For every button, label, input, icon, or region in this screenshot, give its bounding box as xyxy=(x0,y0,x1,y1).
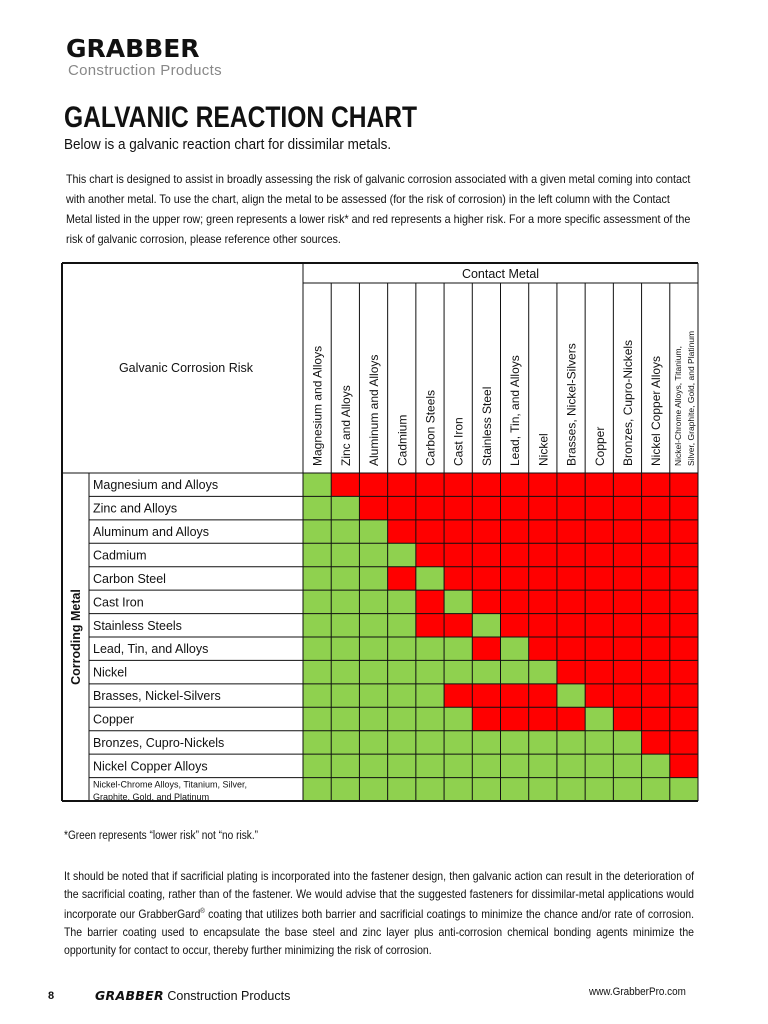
column-header-line: Stainless Steel xyxy=(479,386,494,466)
risk-cell-r6-c4 xyxy=(388,590,416,613)
risk-cell-r5-c2 xyxy=(331,567,359,590)
brand-division: Construction Products xyxy=(68,62,222,79)
risk-cell-r1-c2 xyxy=(331,473,359,496)
risk-cell-r6-c8 xyxy=(501,590,529,613)
risk-cell-r9-c13 xyxy=(642,660,670,683)
risk-cell-r1-c1 xyxy=(303,473,331,496)
risk-cell-r4-c11 xyxy=(585,543,613,566)
row-label-line: Carbon Steel xyxy=(93,571,166,586)
risk-cell-r7-c1 xyxy=(303,614,331,637)
column-header-7 xyxy=(480,387,494,466)
risk-cell-r14-c12 xyxy=(613,778,641,801)
risk-cell-r10-c3 xyxy=(359,684,387,707)
risk-cell-r2-c2 xyxy=(331,496,359,519)
column-header-line: Nickel xyxy=(536,433,551,466)
row-label-3 xyxy=(93,525,209,539)
risk-cell-r12-c5 xyxy=(416,731,444,754)
registered-mark: ® xyxy=(200,908,205,915)
page-number: 8 xyxy=(48,990,55,1002)
row-label-line: Aluminum and Alloys xyxy=(93,525,210,540)
risk-cell-r8-c6 xyxy=(444,637,472,660)
risk-cell-r3-c2 xyxy=(331,520,359,543)
risk-cell-r1-c14 xyxy=(670,473,698,496)
risk-cell-r5-c9 xyxy=(529,567,557,590)
risk-cell-r11-c10 xyxy=(557,707,585,730)
risk-cell-r2-c9 xyxy=(529,496,557,519)
risk-cell-r1-c3 xyxy=(359,473,387,496)
risk-cell-r4-c8 xyxy=(501,543,529,566)
row-label-line: Brasses, Nickel-Silvers xyxy=(93,689,221,704)
risk-cell-r5-c6 xyxy=(444,567,472,590)
risk-cell-r8-c13 xyxy=(642,637,670,660)
risk-cell-r12-c9 xyxy=(529,731,557,754)
risk-cell-r3-c6 xyxy=(444,520,472,543)
risk-cell-r12-c10 xyxy=(557,731,585,754)
row-label-line: Zinc and Alloys xyxy=(93,501,178,516)
risk-cell-r12-c3 xyxy=(359,731,387,754)
column-header-9 xyxy=(536,433,550,466)
row-label-line: Cast Iron xyxy=(93,595,144,610)
risk-cell-r4-c7 xyxy=(472,543,500,566)
risk-cell-r5-c8 xyxy=(501,567,529,590)
row-label-9 xyxy=(93,666,127,680)
risk-cell-r8-c10 xyxy=(557,637,585,660)
risk-cell-r12-c8 xyxy=(501,731,529,754)
risk-cell-r4-c14 xyxy=(670,543,698,566)
column-header-line: Brasses, Nickel-Silvers xyxy=(564,343,579,466)
column-header-4 xyxy=(395,415,409,466)
risk-cell-r1-c9 xyxy=(529,473,557,496)
risk-cell-r7-c2 xyxy=(331,614,359,637)
row-label-11 xyxy=(93,713,134,727)
risk-cell-r14-c1 xyxy=(303,778,331,801)
risk-cell-r9-c1 xyxy=(303,660,331,683)
risk-cell-r4-c3 xyxy=(359,543,387,566)
risk-cell-r8-c2 xyxy=(331,637,359,660)
risk-cell-r10-c9 xyxy=(529,684,557,707)
risk-cell-r7-c3 xyxy=(359,614,387,637)
column-header-line: Nickel Copper Alloys xyxy=(649,355,664,466)
column-header-11 xyxy=(593,427,607,466)
risk-cell-r9-c10 xyxy=(557,660,585,683)
risk-cell-r13-c10 xyxy=(557,754,585,777)
risk-cell-r14-c14 xyxy=(670,778,698,801)
risk-cell-r3-c11 xyxy=(585,520,613,543)
column-header-10 xyxy=(565,343,579,466)
risk-cell-r9-c11 xyxy=(585,660,613,683)
risk-cell-r14-c6 xyxy=(444,778,472,801)
row-label-line: Magnesium and Alloys xyxy=(93,478,219,493)
risk-cell-r2-c8 xyxy=(501,496,529,519)
risk-cell-r9-c2 xyxy=(331,660,359,683)
row-label-4 xyxy=(93,549,147,563)
risk-cell-r10-c4 xyxy=(388,684,416,707)
risk-cell-r12-c14 xyxy=(670,731,698,754)
intro-text: This chart is designed to assist in broadly assessing the risk of galvanic corrosion associated with a given metal coming into contact with another metal. To use the chart, align the metal to be assessed (for the risk of corrosion) in the left column with the Contact Metal listed in the upper row; green represents a lower risk* and red represents a higher risk. For a more specific assessment of the risk of galvanic corrosion, please reference other sources. xyxy=(66,172,691,246)
risk-cell-r6-c9 xyxy=(529,590,557,613)
row-label-line: Nickel Copper Alloys xyxy=(93,759,208,774)
row-label-line: Nickel xyxy=(93,665,128,680)
risk-cell-r5-c13 xyxy=(642,567,670,590)
risk-cell-r14-c13 xyxy=(642,778,670,801)
row-label-7 xyxy=(93,619,182,633)
risk-cell-r8-c14 xyxy=(670,637,698,660)
risk-cell-r3-c1 xyxy=(303,520,331,543)
column-header-line: Magnesium and Alloys xyxy=(310,345,325,466)
risk-cell-r1-c4 xyxy=(388,473,416,496)
page-title: GALVANIC REACTION CHART xyxy=(64,101,418,134)
risk-cell-r1-c11 xyxy=(585,473,613,496)
risk-cell-r13-c9 xyxy=(529,754,557,777)
risk-cell-r12-c11 xyxy=(585,731,613,754)
risk-cell-r5-c14 xyxy=(670,567,698,590)
row-label-line: Stainless Steels xyxy=(93,618,182,633)
risk-cell-r6-c5 xyxy=(416,590,444,613)
risk-cell-r13-c12 xyxy=(613,754,641,777)
risk-cell-r6-c2 xyxy=(331,590,359,613)
risk-cell-r14-c8 xyxy=(501,778,529,801)
risk-cell-r6-c12 xyxy=(613,590,641,613)
risk-cell-r6-c13 xyxy=(642,590,670,613)
column-header-8 xyxy=(508,355,522,466)
risk-cell-r1-c7 xyxy=(472,473,500,496)
risk-cell-r12-c6 xyxy=(444,731,472,754)
risk-cell-r1-c10 xyxy=(557,473,585,496)
row-label-line: Copper xyxy=(93,712,134,727)
column-header-line: Cast Iron xyxy=(451,417,466,466)
column-header-line: Nickel-Chrome Alloys, Titanium, xyxy=(672,346,683,466)
risk-cell-r10-c5 xyxy=(416,684,444,707)
risk-cell-r2-c4 xyxy=(388,496,416,519)
row-label-line: Graphite, Gold, and Platinum xyxy=(93,792,210,803)
risk-cell-r5-c10 xyxy=(557,567,585,590)
risk-cell-r12-c1 xyxy=(303,731,331,754)
paragraph-text-after: coating that utilizes both barrier and sacrificial coatings to minimize the chance and/or rate of corrosion. The barrier coating used to encapsulate the base steel and zinc layer plus anti-corrosion chemical bonding agents minimize the opportunity for contact to occur, thereby further minimizing the risk of corrosion. xyxy=(64,907,694,957)
risk-cell-r4-c6 xyxy=(444,543,472,566)
risk-cell-r13-c5 xyxy=(416,754,444,777)
risk-cell-r9-c12 xyxy=(613,660,641,683)
risk-cell-r7-c12 xyxy=(613,614,641,637)
risk-cell-r12-c4 xyxy=(388,731,416,754)
risk-cell-r13-c6 xyxy=(444,754,472,777)
row-label-line: Cadmium xyxy=(93,548,147,563)
risk-cell-r2-c10 xyxy=(557,496,585,519)
risk-cell-r8-c4 xyxy=(388,637,416,660)
risk-cell-r11-c8 xyxy=(501,707,529,730)
risk-cell-r14-c7 xyxy=(472,778,500,801)
risk-cell-r6-c14 xyxy=(670,590,698,613)
risk-cell-r1-c8 xyxy=(501,473,529,496)
risk-cell-r9-c8 xyxy=(501,660,529,683)
risk-cell-r9-c4 xyxy=(388,660,416,683)
column-header-12 xyxy=(621,340,635,466)
risk-cell-r13-c13 xyxy=(642,754,670,777)
risk-cell-r14-c5 xyxy=(416,778,444,801)
column-header-line: Aluminum and Alloys xyxy=(367,354,382,466)
risk-cell-r10-c6 xyxy=(444,684,472,707)
risk-cell-r4-c5 xyxy=(416,543,444,566)
brand-name: GRABBER xyxy=(66,34,200,63)
risk-cell-r7-c13 xyxy=(642,614,670,637)
risk-cell-r8-c3 xyxy=(359,637,387,660)
risk-cell-r9-c6 xyxy=(444,660,472,683)
risk-cell-r13-c14 xyxy=(670,754,698,777)
risk-cell-r3-c8 xyxy=(501,520,529,543)
risk-cell-r10-c10 xyxy=(557,684,585,707)
risk-cell-r9-c3 xyxy=(359,660,387,683)
footer-brand xyxy=(95,988,290,1003)
corner-label: Galvanic Corrosion Risk xyxy=(118,361,254,375)
risk-cell-r6-c11 xyxy=(585,590,613,613)
risk-cell-r5-c12 xyxy=(613,567,641,590)
column-header-line: Zinc and Alloys xyxy=(338,385,353,466)
risk-cell-r8-c9 xyxy=(529,637,557,660)
risk-cell-r6-c10 xyxy=(557,590,585,613)
risk-cell-r9-c7 xyxy=(472,660,500,683)
risk-cell-r12-c2 xyxy=(331,731,359,754)
risk-cell-r10-c11 xyxy=(585,684,613,707)
column-header-line: Silver, Graphite, Gold, and Platinum xyxy=(685,330,696,466)
risk-cell-r2-c14 xyxy=(670,496,698,519)
risk-cell-r9-c5 xyxy=(416,660,444,683)
paragraph-text-before: It should be noted that if sacrificial plating is incorporated into the fastener design, then galvanic action can result in the deterioration of the sacrificial coating, rather than of the fastener. We would advise that the suggested fasteners for dissimilar-metal applications would incorporate our GrabberGard xyxy=(64,869,694,921)
risk-cell-r3-c5 xyxy=(416,520,444,543)
risk-cell-r14-c9 xyxy=(529,778,557,801)
risk-cell-r4-c9 xyxy=(529,543,557,566)
risk-cell-r14-c10 xyxy=(557,778,585,801)
footer-url: www.GrabberPro.com xyxy=(589,986,686,998)
row-label-6 xyxy=(93,595,144,609)
risk-cell-r14-c3 xyxy=(359,778,387,801)
risk-cell-r13-c7 xyxy=(472,754,500,777)
risk-cell-r8-c1 xyxy=(303,637,331,660)
risk-cell-r9-c14 xyxy=(670,660,698,683)
risk-cell-r11-c14 xyxy=(670,707,698,730)
column-header-5 xyxy=(423,390,437,466)
row-label-line: Lead, Tin, and Alloys xyxy=(93,642,209,657)
risk-cell-r3-c3 xyxy=(359,520,387,543)
risk-cell-r1-c13 xyxy=(642,473,670,496)
coating-paragraph xyxy=(64,867,694,959)
column-header-line: Cadmium xyxy=(395,414,410,466)
risk-cell-r3-c12 xyxy=(613,520,641,543)
risk-cell-r11-c4 xyxy=(388,707,416,730)
risk-cell-r14-c4 xyxy=(388,778,416,801)
risk-cell-r7-c9 xyxy=(529,614,557,637)
column-header-line: Carbon Steels xyxy=(423,389,438,466)
risk-cell-r13-c3 xyxy=(359,754,387,777)
risk-cell-r10-c13 xyxy=(642,684,670,707)
column-header-1 xyxy=(311,346,325,466)
risk-cell-r10-c1 xyxy=(303,684,331,707)
footer-division: Construction Products xyxy=(167,989,291,1003)
risk-cell-r8-c12 xyxy=(613,637,641,660)
column-header-line: Bronzes, Cupro-Nickels xyxy=(620,339,635,466)
risk-cell-r5-c4 xyxy=(388,567,416,590)
risk-cell-r8-c11 xyxy=(585,637,613,660)
contact-metal-label: Contact Metal xyxy=(461,267,540,281)
row-label-line: Nickel-Chrome Alloys, Titanium, Silver, xyxy=(93,779,248,790)
risk-cell-r4-c1 xyxy=(303,543,331,566)
risk-cell-r13-c4 xyxy=(388,754,416,777)
risk-cell-r3-c10 xyxy=(557,520,585,543)
risk-cell-r10-c8 xyxy=(501,684,529,707)
risk-cell-r7-c8 xyxy=(501,614,529,637)
risk-cell-r13-c1 xyxy=(303,754,331,777)
risk-cell-r13-c8 xyxy=(501,754,529,777)
risk-cell-r11-c11 xyxy=(585,707,613,730)
row-label-2 xyxy=(93,502,177,516)
risk-cell-r6-c3 xyxy=(359,590,387,613)
risk-cell-r11-c13 xyxy=(642,707,670,730)
risk-cell-r5-c5 xyxy=(416,567,444,590)
row-label-13 xyxy=(93,759,208,773)
row-label-10 xyxy=(93,689,221,703)
risk-cell-r4-c4 xyxy=(388,543,416,566)
risk-cell-r11-c6 xyxy=(444,707,472,730)
risk-cell-r7-c6 xyxy=(444,614,472,637)
risk-cell-r5-c11 xyxy=(585,567,613,590)
risk-cell-r2-c7 xyxy=(472,496,500,519)
risk-cell-r11-c1 xyxy=(303,707,331,730)
risk-cell-r7-c4 xyxy=(388,614,416,637)
risk-cell-r11-c7 xyxy=(472,707,500,730)
risk-cell-r14-c11 xyxy=(585,778,613,801)
risk-cell-r2-c1 xyxy=(303,496,331,519)
risk-cell-r10-c7 xyxy=(472,684,500,707)
risk-cell-r9-c9 xyxy=(529,660,557,683)
risk-cell-r5-c3 xyxy=(359,567,387,590)
risk-cell-r5-c1 xyxy=(303,567,331,590)
risk-cell-r3-c13 xyxy=(642,520,670,543)
row-label-14 xyxy=(93,780,247,803)
risk-cell-r1-c5 xyxy=(416,473,444,496)
risk-cell-r2-c5 xyxy=(416,496,444,519)
risk-cell-r7-c14 xyxy=(670,614,698,637)
risk-cell-r2-c3 xyxy=(359,496,387,519)
risk-cell-r5-c7 xyxy=(472,567,500,590)
risk-cell-r8-c5 xyxy=(416,637,444,660)
risk-cell-r11-c12 xyxy=(613,707,641,730)
risk-cell-r4-c10 xyxy=(557,543,585,566)
risk-cell-r2-c11 xyxy=(585,496,613,519)
column-header-line: Lead, Tin, and Alloys xyxy=(508,355,523,466)
column-header-2 xyxy=(339,385,353,466)
risk-cell-r11-c5 xyxy=(416,707,444,730)
row-label-1 xyxy=(93,478,218,492)
row-label-12 xyxy=(93,736,224,750)
risk-cell-r2-c12 xyxy=(613,496,641,519)
corroding-metal-label: Corroding Metal xyxy=(69,589,83,685)
row-label-8 xyxy=(93,642,208,656)
column-header-6 xyxy=(452,417,466,466)
page-subtitle: Below is a galvanic reaction chart for dissimilar metals. xyxy=(64,136,392,153)
risk-cell-r4-c2 xyxy=(331,543,359,566)
column-header-14 xyxy=(673,331,696,466)
risk-cell-r6-c7 xyxy=(472,590,500,613)
risk-cell-r4-c13 xyxy=(642,543,670,566)
risk-cell-r13-c11 xyxy=(585,754,613,777)
row-label-line: Bronzes, Cupro-Nickels xyxy=(93,735,225,750)
risk-cell-r3-c7 xyxy=(472,520,500,543)
risk-cell-r6-c1 xyxy=(303,590,331,613)
footer-brand-name: GRABBER xyxy=(95,988,164,1003)
risk-cell-r8-c7 xyxy=(472,637,500,660)
risk-cell-r6-c6 xyxy=(444,590,472,613)
risk-cell-r3-c4 xyxy=(388,520,416,543)
risk-cell-r3-c14 xyxy=(670,520,698,543)
risk-cell-r11-c3 xyxy=(359,707,387,730)
risk-footnote: *Green represents “lower risk” not “no risk.” xyxy=(64,830,259,842)
risk-cell-r2-c6 xyxy=(444,496,472,519)
risk-cell-r3-c9 xyxy=(529,520,557,543)
risk-cell-r7-c10 xyxy=(557,614,585,637)
row-label-5 xyxy=(93,572,166,586)
risk-cell-r11-c2 xyxy=(331,707,359,730)
column-header-3 xyxy=(367,355,381,466)
risk-cell-r8-c8 xyxy=(501,637,529,660)
risk-cell-r10-c12 xyxy=(613,684,641,707)
risk-cell-r12-c12 xyxy=(613,731,641,754)
risk-cell-r10-c2 xyxy=(331,684,359,707)
risk-cell-r13-c2 xyxy=(331,754,359,777)
risk-cell-r1-c6 xyxy=(444,473,472,496)
risk-cell-r11-c9 xyxy=(529,707,557,730)
risk-cell-r7-c5 xyxy=(416,614,444,637)
risk-cell-r12-c7 xyxy=(472,731,500,754)
risk-cell-r1-c12 xyxy=(613,473,641,496)
risk-cell-r4-c12 xyxy=(613,543,641,566)
risk-cell-r7-c7 xyxy=(472,614,500,637)
risk-cell-r7-c11 xyxy=(585,614,613,637)
column-header-line: Copper xyxy=(592,426,607,466)
risk-cell-r12-c13 xyxy=(642,731,670,754)
risk-cell-r2-c13 xyxy=(642,496,670,519)
column-header-13 xyxy=(649,356,663,466)
risk-cell-r14-c2 xyxy=(331,778,359,801)
risk-cell-r10-c14 xyxy=(670,684,698,707)
